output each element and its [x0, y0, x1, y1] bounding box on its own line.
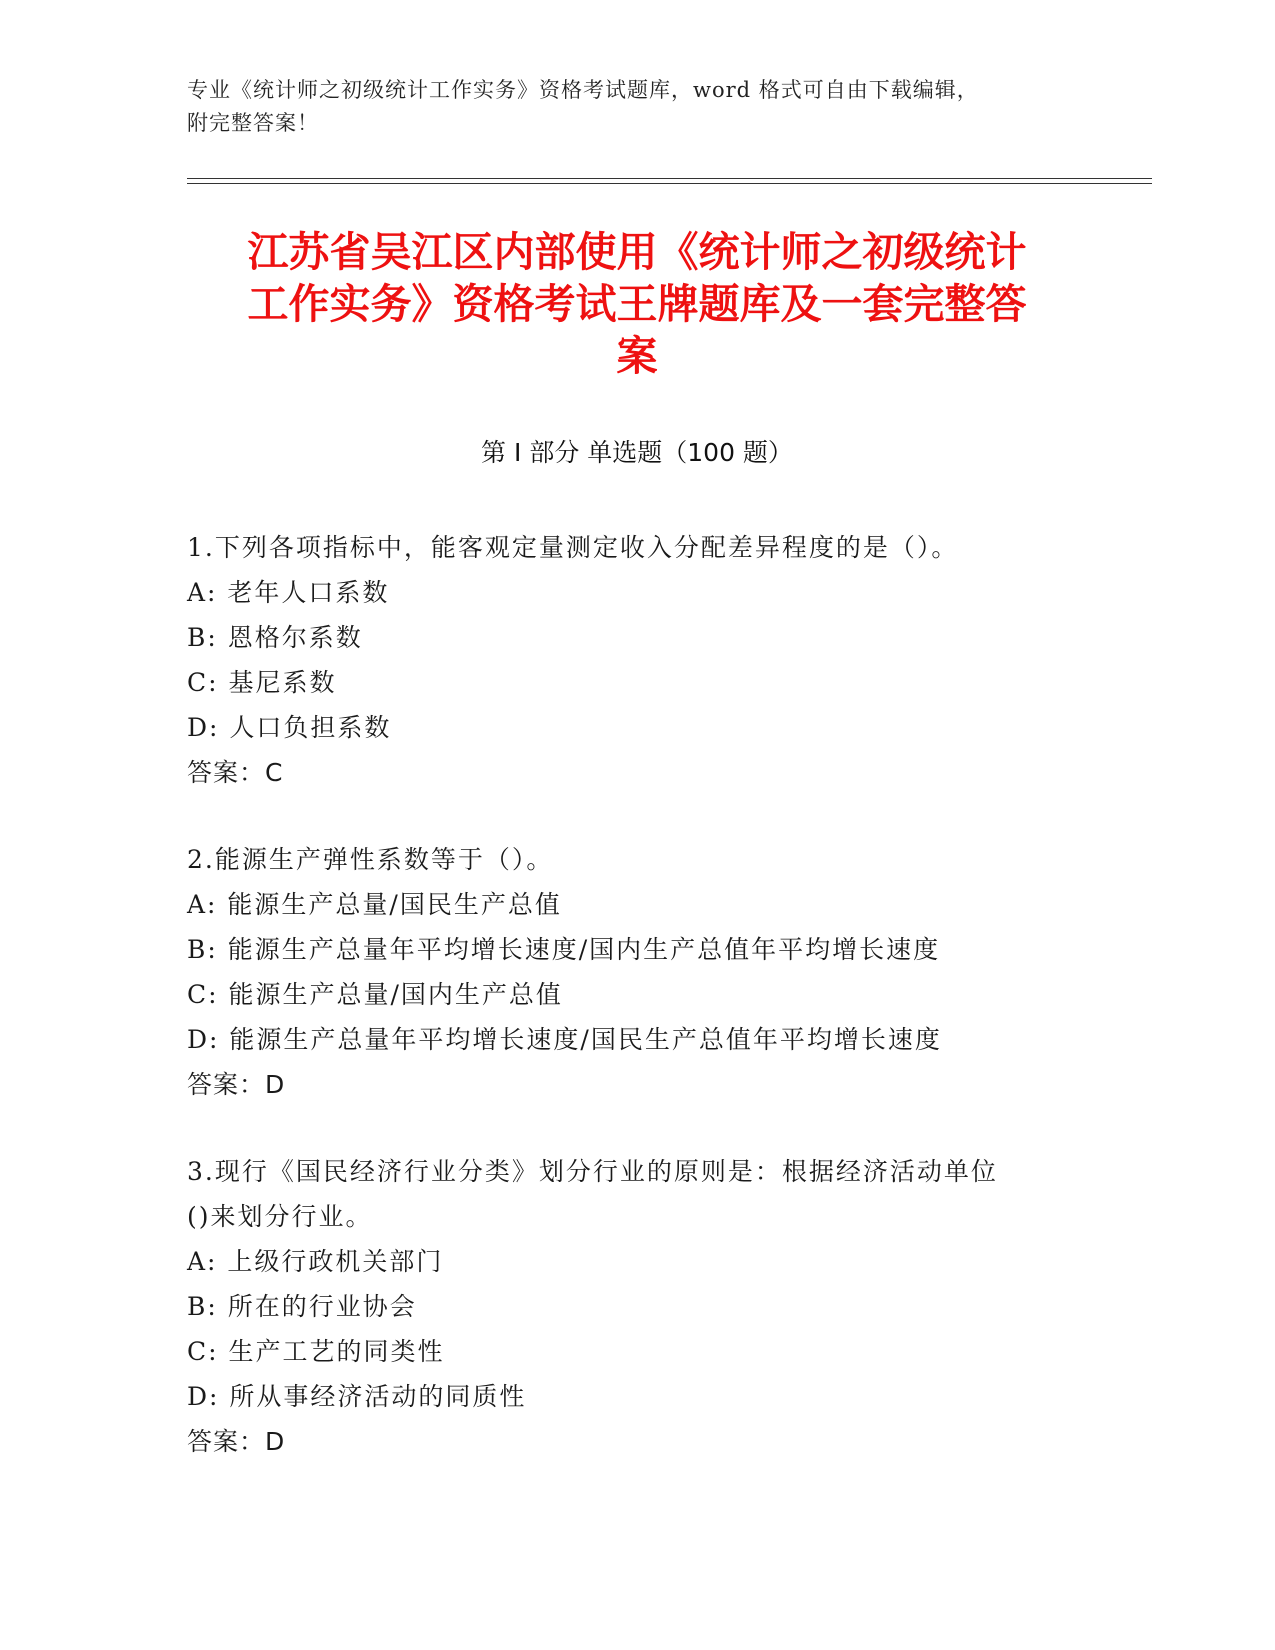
question-stem: 3.现行《国民经济行业分类》划分行业的原则是：根据经济活动单位	[187, 1157, 998, 1186]
answer-line: 答案：D	[187, 1070, 286, 1099]
header-note-line-1: 专业《统计师之初级统计工作实务》资格考试题库，word 格式可自由下载编辑，	[187, 78, 979, 102]
option-a: A: 能源生产总量/国民生产总值	[187, 890, 562, 919]
header-double-rule	[187, 178, 1152, 184]
option-a: A: 上级行政机关部门	[187, 1247, 444, 1276]
question-list	[187, 525, 1087, 1506]
answer-line: 答案：D	[187, 1427, 286, 1456]
document-title	[187, 226, 1087, 382]
document-title-line-3: 案	[616, 332, 658, 380]
option-c: C: 基尼系数	[187, 668, 337, 697]
document-title-line-2: 工作实务》资格考试王牌题库及一套完整答	[247, 280, 1027, 328]
question-3	[187, 1149, 1087, 1464]
header-note	[187, 74, 1067, 140]
question-stem: 1.下列各项指标中，能客观定量测定收入分配差异程度的是（）。	[187, 533, 959, 562]
option-b: B: 能源生产总量年平均增长速度/国内生产总值年平均增长速度	[187, 935, 941, 964]
header-note-line-2: 附完整答案！	[187, 111, 319, 135]
option-b: B: 所在的行业协会	[187, 1292, 417, 1321]
option-d: D: 能源生产总量年平均增长速度/国民生产总值年平均增长速度	[187, 1025, 942, 1054]
option-c: C: 生产工艺的同类性	[187, 1337, 445, 1366]
question-2	[187, 837, 1087, 1107]
option-d: D: 人口负担系数	[187, 713, 392, 742]
option-b: B: 恩格尔系数	[187, 623, 363, 652]
document-title-line-1: 江苏省吴江区内部使用《统计师之初级统计	[247, 228, 1027, 276]
question-stem-continued: ()来划分行业。	[187, 1202, 373, 1231]
option-a: A: 老年人口系数	[187, 578, 390, 607]
option-c: C: 能源生产总量/国内生产总值	[187, 980, 563, 1009]
question-stem: 2.能源生产弹性系数等于（）。	[187, 845, 554, 874]
question-1	[187, 525, 1087, 795]
answer-line: 答案：C	[187, 758, 284, 787]
section-heading: 第 I 部分 单选题（100 题）	[481, 438, 793, 467]
option-d: D: 所从事经济活动的同质性	[187, 1382, 527, 1411]
